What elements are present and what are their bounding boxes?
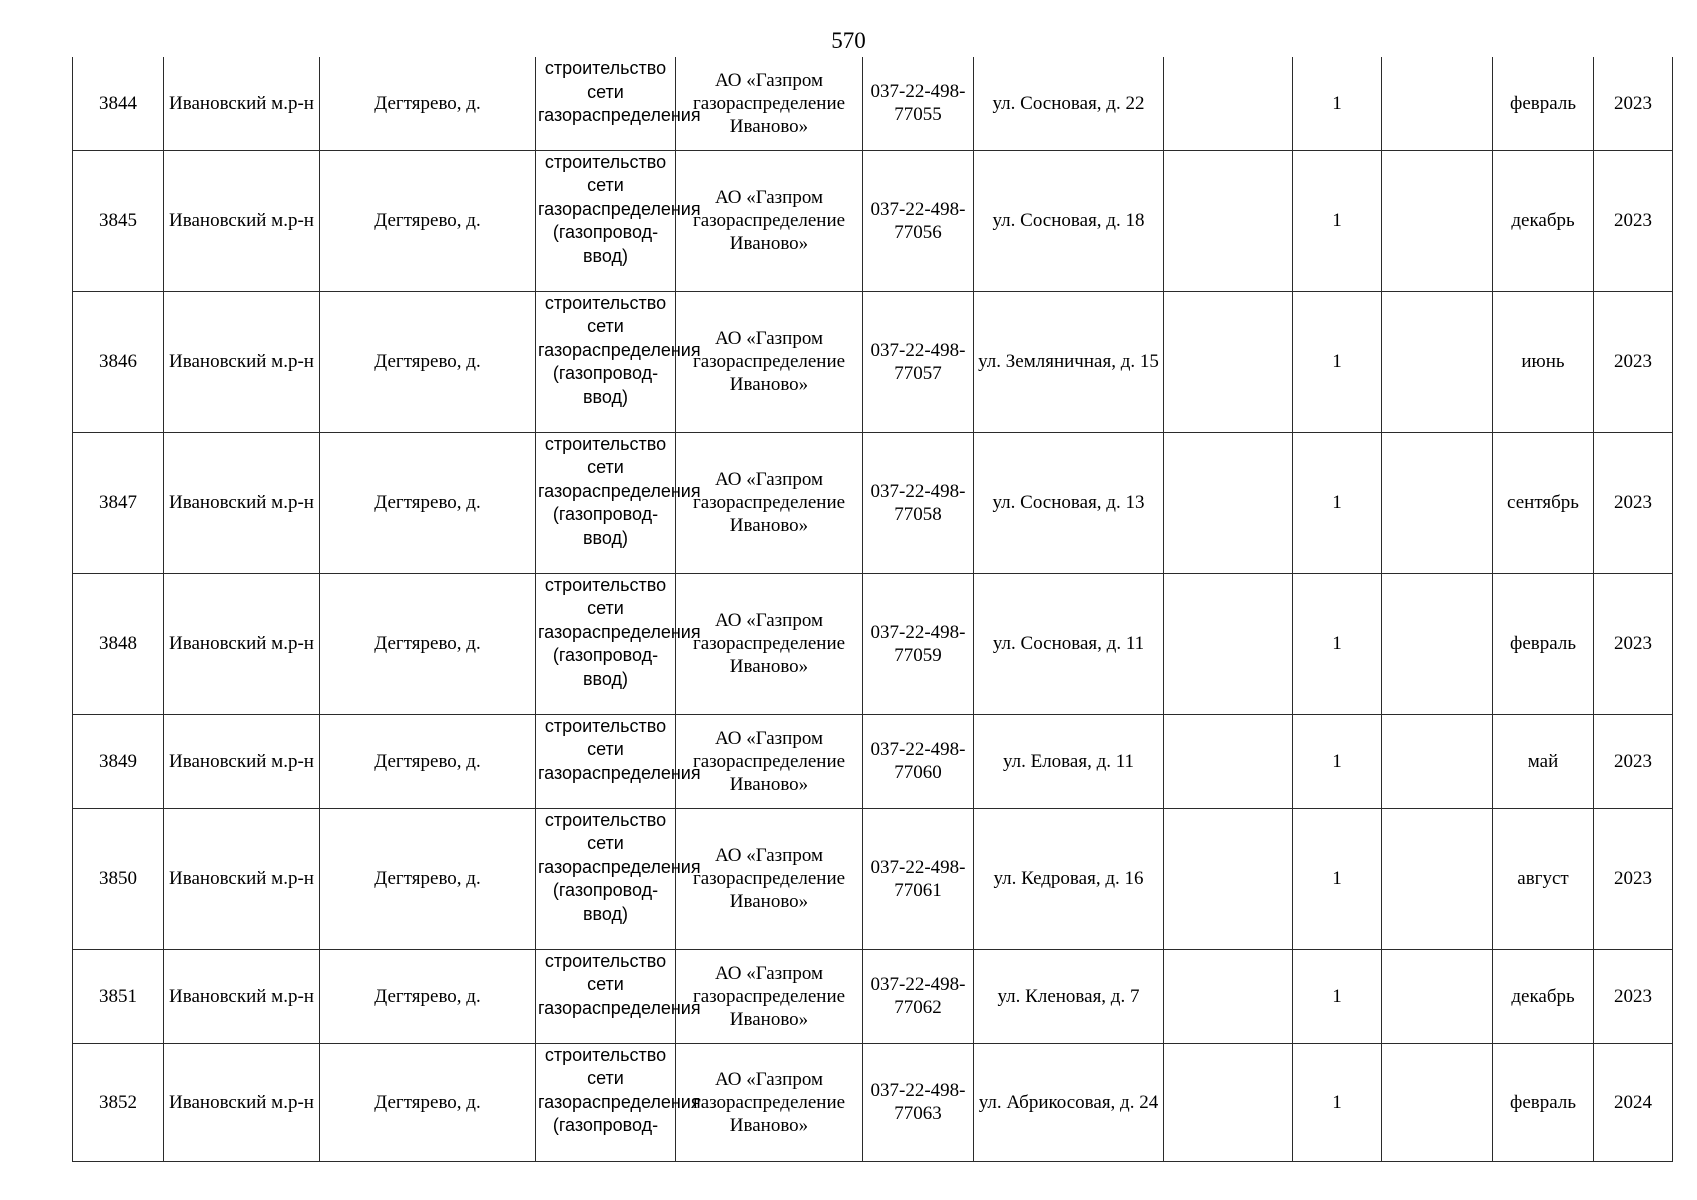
quantity-cell: 1 [1293,1043,1382,1161]
organization-cell: АО «Газпром газораспределение Иваново» [676,57,863,150]
empty-cell [1382,150,1493,291]
object-code-cell: 037-22-498-77060 [863,714,974,808]
empty-cell [1164,949,1293,1043]
year-cell: 2023 [1594,57,1673,150]
locality-cell: Дегтярево, д. [320,714,536,808]
address-cell: ул. Сосновая, д. 22 [974,57,1164,150]
row-number-cell: 3846 [73,291,164,432]
district-cell: Ивановский м.р-н [164,291,320,432]
row-number-cell: 3848 [73,573,164,714]
quantity-cell: 1 [1293,808,1382,949]
address-cell: ул. Кленовая, д. 7 [974,949,1164,1043]
quantity-cell: 1 [1293,714,1382,808]
quantity-cell: 1 [1293,291,1382,432]
empty-cell [1164,573,1293,714]
table-row [73,291,1673,432]
work-type-cell: строительство сети газораспределения (газопровод-ввод) [536,291,676,432]
month-cell: февраль [1493,57,1594,150]
row-number-cell: 3844 [73,57,164,150]
table-row [73,432,1673,573]
registry-body [73,57,1673,1161]
empty-cell [1382,57,1493,150]
address-cell: ул. Абрикосовая, д. 24 [974,1043,1164,1161]
organization-cell: АО «Газпром газораспределение Иваново» [676,150,863,291]
empty-cell [1164,1043,1293,1161]
empty-cell [1382,291,1493,432]
table-row [73,573,1673,714]
address-cell: ул. Сосновая, д. 18 [974,150,1164,291]
address-cell: ул. Кедровая, д. 16 [974,808,1164,949]
empty-cell [1382,573,1493,714]
month-cell: февраль [1493,573,1594,714]
table-row [73,57,1673,150]
work-type-cell: строительство сети газораспределения [536,949,676,1043]
year-cell: 2024 [1594,1043,1673,1161]
locality-cell: Дегтярево, д. [320,291,536,432]
object-code-cell: 037-22-498-77059 [863,573,974,714]
district-cell: Ивановский м.р-н [164,714,320,808]
locality-cell: Дегтярево, д. [320,150,536,291]
empty-cell [1164,808,1293,949]
district-cell: Ивановский м.р-н [164,432,320,573]
quantity-cell: 1 [1293,432,1382,573]
work-type-cell: строительство сети газораспределения (газопровод-ввод) [536,573,676,714]
table-row [73,949,1673,1043]
row-number-cell: 3851 [73,949,164,1043]
locality-cell: Дегтярево, д. [320,949,536,1043]
table-row [73,808,1673,949]
organization-cell: АО «Газпром газораспределение Иваново» [676,573,863,714]
quantity-cell: 1 [1293,150,1382,291]
row-number-cell: 3847 [73,432,164,573]
district-cell: Ивановский м.р-н [164,150,320,291]
organization-cell: АО «Газпром газораспределение Иваново» [676,291,863,432]
year-cell: 2023 [1594,573,1673,714]
organization-cell: АО «Газпром газораспределение Иваново» [676,949,863,1043]
empty-cell [1164,432,1293,573]
locality-cell: Дегтярево, д. [320,1043,536,1161]
object-code-cell: 037-22-498-77061 [863,808,974,949]
year-cell: 2023 [1594,714,1673,808]
month-cell: февраль [1493,1043,1594,1161]
empty-cell [1164,57,1293,150]
locality-cell: Дегтярево, д. [320,432,536,573]
organization-cell: АО «Газпром газораспределение Иваново» [676,714,863,808]
year-cell: 2023 [1594,949,1673,1043]
locality-cell: Дегтярево, д. [320,573,536,714]
work-type-cell: строительство сети газораспределения (газопровод-ввод) [536,808,676,949]
work-type-cell: строительство сети газораспределения (газопровод-ввод) [536,150,676,291]
district-cell: Ивановский м.р-н [164,949,320,1043]
address-cell: ул. Сосновая, д. 11 [974,573,1164,714]
work-type-cell: строительство сети газораспределения [536,714,676,808]
table-row [73,150,1673,291]
year-cell: 2023 [1594,808,1673,949]
year-cell: 2023 [1594,432,1673,573]
address-cell: ул. Земляничная, д. 15 [974,291,1164,432]
table-row [73,714,1673,808]
quantity-cell: 1 [1293,949,1382,1043]
year-cell: 2023 [1594,291,1673,432]
month-cell: май [1493,714,1594,808]
empty-cell [1164,714,1293,808]
object-code-cell: 037-22-498-77058 [863,432,974,573]
row-number-cell: 3849 [73,714,164,808]
empty-cell [1164,291,1293,432]
month-cell: декабрь [1493,150,1594,291]
organization-cell: АО «Газпром газораспределение Иваново» [676,432,863,573]
work-type-cell: строительство сети газораспределения [536,57,676,150]
organization-cell: АО «Газпром газораспределение Иваново» [676,808,863,949]
row-number-cell: 3852 [73,1043,164,1161]
district-cell: Ивановский м.р-н [164,1043,320,1161]
month-cell: сентябрь [1493,432,1594,573]
month-cell: декабрь [1493,949,1594,1043]
month-cell: август [1493,808,1594,949]
empty-cell [1382,949,1493,1043]
page-number: 570 [831,28,866,53]
empty-cell [1382,714,1493,808]
object-code-cell: 037-22-498-77055 [863,57,974,150]
row-number-cell: 3845 [73,150,164,291]
locality-cell: Дегтярево, д. [320,57,536,150]
empty-cell [1382,808,1493,949]
quantity-cell: 1 [1293,573,1382,714]
work-type-cell: строительство сети газораспределения (газопровод- [536,1043,676,1161]
locality-cell: Дегтярево, д. [320,808,536,949]
work-type-cell: строительство сети газораспределения (газопровод-ввод) [536,432,676,573]
object-code-cell: 037-22-498-77062 [863,949,974,1043]
month-cell: июнь [1493,291,1594,432]
address-cell: ул. Еловая, д. 11 [974,714,1164,808]
object-code-cell: 037-22-498-77057 [863,291,974,432]
district-cell: Ивановский м.р-н [164,573,320,714]
organization-cell: АО «Газпром газораспределение Иваново» [676,1043,863,1161]
empty-cell [1382,1043,1493,1161]
year-cell: 2023 [1594,150,1673,291]
object-code-cell: 037-22-498-77063 [863,1043,974,1161]
gasification-registry-table [72,57,1673,1162]
quantity-cell: 1 [1293,57,1382,150]
row-number-cell: 3850 [73,808,164,949]
district-cell: Ивановский м.р-н [164,808,320,949]
address-cell: ул. Сосновая, д. 13 [974,432,1164,573]
district-cell: Ивановский м.р-н [164,57,320,150]
empty-cell [1382,432,1493,573]
object-code-cell: 037-22-498-77056 [863,150,974,291]
table-row [73,1043,1673,1161]
empty-cell [1164,150,1293,291]
